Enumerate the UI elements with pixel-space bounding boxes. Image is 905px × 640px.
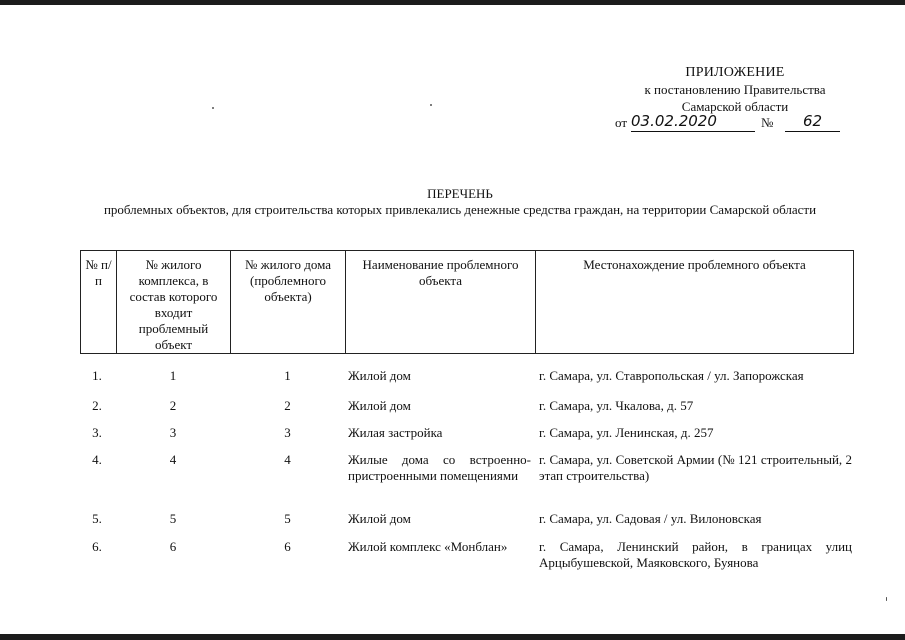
object-name: Жилой дом: [348, 511, 411, 526]
complex-number: 2: [169, 398, 177, 413]
house-number: 6: [284, 539, 291, 554]
header-object-location: Местонахождение проблемного объекта: [536, 251, 854, 354]
complex-number: 3: [169, 425, 177, 440]
document-subtitle: проблемных объектов, для строительства которых привлекались денежные средства граждан, на территории Самарской области: [103, 202, 817, 217]
scan-bottom-edge: [0, 634, 905, 640]
appendix-line-2: Самарской области: [681, 99, 789, 114]
complex-number: 6: [169, 539, 177, 554]
scan-top-edge: [0, 0, 905, 5]
house-number: 2: [284, 398, 291, 413]
row-number: 5.: [92, 511, 102, 526]
header-complex-number: № жилого комплекса, в состав которого входит проблемный объект: [117, 251, 231, 354]
house-number: 4: [284, 452, 291, 467]
scan-speck: [212, 107, 214, 109]
object-name: Жилой дом: [348, 368, 411, 383]
complex-number: 1: [169, 368, 177, 383]
header-object-name: Наименование проблемного объекта: [346, 251, 536, 354]
row-number: 2.: [92, 398, 102, 413]
objects-table-header: [80, 250, 854, 354]
header-house-number: № жилого дома (проблемного объекта): [231, 251, 346, 354]
appendix-line-1: к постановлению Правительства: [644, 82, 826, 97]
appendix-block: [590, 64, 880, 115]
decree-date: 03.02.2020: [631, 112, 755, 132]
decree-number: 62: [785, 112, 840, 132]
appendix-title: ПРИЛОЖЕНИЕ: [685, 65, 785, 80]
scan-speck: [430, 104, 432, 106]
house-number: 3: [284, 425, 291, 440]
object-location: г. Самара, ул. Чкалова, д. 57: [539, 398, 694, 413]
row-number: 4.: [92, 452, 102, 467]
object-name: Жилой комплекс «Монблан»: [348, 539, 508, 554]
header-row-number: № п/п: [81, 251, 117, 354]
row-number: 6.: [92, 539, 102, 554]
number-label: №: [761, 115, 774, 130]
date-prefix: от: [615, 115, 628, 130]
row-number: 1.: [92, 368, 102, 383]
house-number: 1: [284, 368, 291, 383]
object-location: г. Самара, ул. Ленинская, д. 257: [539, 425, 714, 440]
document-heading: [60, 186, 860, 218]
object-location: г. Самара, ул. Ставропольская / ул. Запорожская: [539, 368, 804, 383]
row-number: 3.: [92, 425, 102, 440]
object-name: Жилая застройка: [348, 425, 443, 440]
scan-speck: [886, 597, 887, 601]
object-name: Жилой дом: [348, 398, 411, 413]
house-number: 5: [284, 511, 291, 526]
complex-number: 5: [169, 511, 177, 526]
object-location: г. Самара, ул. Садовая / ул. Вилоновская: [539, 511, 762, 526]
decree-reference: [615, 112, 845, 133]
complex-number: 4: [169, 452, 177, 467]
object-location: г. Самара, Ленинский район, в границах улиц Арцыбушевской, Маяковского, Буянова: [539, 539, 852, 570]
document-title: ПЕРЕЧЕНЬ: [427, 186, 493, 201]
object-name: Жилые дома со встроенно-пристроенными помещениями: [348, 452, 531, 483]
object-location: г. Самара, ул. Советской Армии (№ 121 строительный, 2 этап строительства): [539, 452, 852, 483]
